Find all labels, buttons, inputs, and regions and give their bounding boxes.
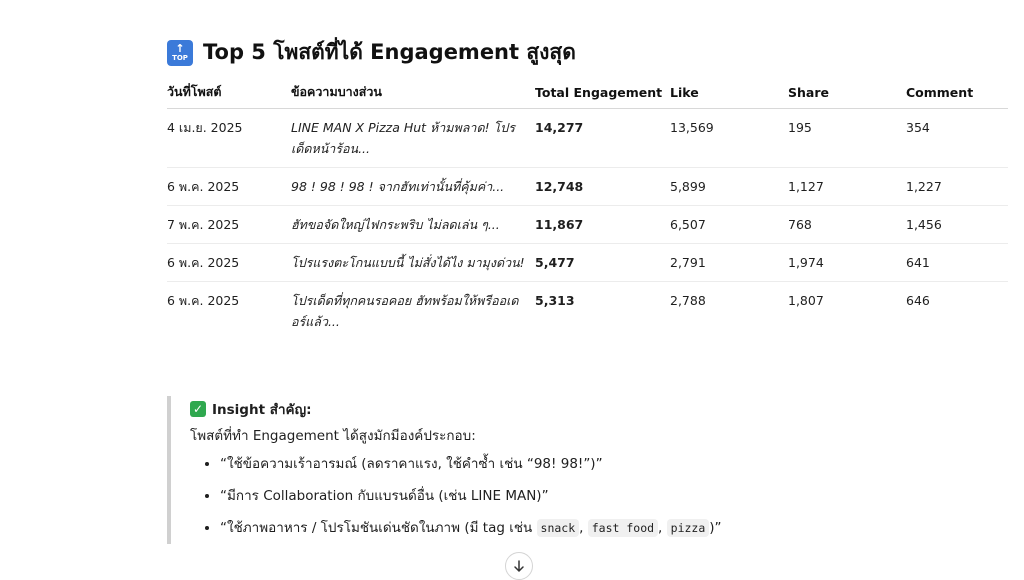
cell-comment: 1,227 [906,168,1008,206]
insight-title [190,398,767,420]
cell-date: 7 พ.ค. 2025 [167,206,291,244]
insight-blockquote [167,396,767,544]
cell-share: 1,807 [788,293,824,308]
cell-like: 2,788 [670,293,706,308]
cell-comment: 1,456 [906,206,1008,244]
cell-like: 6,507 [670,206,788,244]
section-heading [167,36,576,69]
cell-like: 5,899 [670,168,788,206]
cell-total: 12,748 [535,168,670,206]
cell-snippet: ฮัทขอจัดใหญ่ไฟกระพริบ ไม่ลดเล่น ๆ... [291,206,535,244]
table-row [167,109,1008,168]
top-posts-table [167,78,1008,340]
cell-date: 6 พ.ค. 2025 [167,168,291,206]
cell-share: 1,127 [788,168,906,206]
cell-total: 11,867 [535,206,670,244]
tag-fast-food: fast food [588,519,658,537]
insight-lead: โพสต์ที่ทำ Engagement ได้สูงมักมีองค์ประกอบ: [190,428,476,444]
column-header-total: Total Engagement [535,78,670,109]
table-row [167,244,1008,282]
cell-snippet: 98 ! 98 ! 98 ! จากฮัทเท่านั้นที่คุ้มค่า... [291,168,535,206]
cell-share: 1,974 [788,244,906,282]
cell-total: 5,313 [535,293,575,308]
list-item-text: “ใช้ภาพอาหาร / โปรโมชันเด่นชัดในภาพ (มี tag เช่น [220,520,533,536]
table-row [167,282,1008,341]
list-item: • “ใช้ภาพอาหาร / โปรโมชันเด่นชัดในภาพ (มี tag เช่น snack , fast food , pizza )” [220,516,767,538]
tag-snack: snack [537,519,580,537]
column-header-snippet: ข้อความบางส่วน [291,78,535,109]
cell-share: 195 [788,109,906,168]
column-header-comment: Comment [906,78,1008,109]
insight-title-text: Insight สำคัญ: [212,402,312,418]
table-row [167,168,1008,206]
list-item: • “ใช้ข้อความเร้าอารมณ์ (ลดราคาแรง, ใช้คำซ้ำ เช่น “98! 98!”)” [220,452,767,474]
cell-date: 4 เม.ย. 2025 [167,109,291,168]
column-header-date: วันที่โพสต์ [167,78,291,109]
column-header-like: Like [670,78,788,109]
check-mark-icon: ✓ [190,401,206,417]
cell-date: 6 พ.ค. 2025 [167,244,291,282]
cell-share: 768 [788,206,906,244]
cell-date: 6 พ.ค. 2025 [167,293,240,308]
cell-snippet: โปรแรงตะโกนแบบนี้ ไม่สั่งได้ไง มามุงด่วน! [291,244,535,282]
cell-total: 5,477 [535,244,670,282]
table-header-row [167,78,1008,109]
column-header-share: Share [788,78,906,109]
table-row [167,206,1008,244]
scroll-to-bottom-button[interactable] [505,552,533,580]
cell-like: 13,569 [670,109,788,168]
insight-list [190,452,767,538]
cell-comment: 354 [906,109,1008,168]
cell-snippet: LINE MAN X Pizza Hut ห้ามพลาด! โปรเด็ดหน้าร้อน... [291,109,535,168]
list-item-suffix: )” [709,520,722,536]
tag-pizza: pizza [667,519,710,537]
cell-comment: 646 [906,293,930,308]
top-arrow-icon: ↑ TOP [167,40,193,66]
page-title: Top 5 โพสต์ที่ได้ Engagement สูงสุด [203,40,576,64]
list-item: • “มีการ Collaboration กับแบรนด์อื่น (เช่น LINE MAN)” [220,484,767,506]
arrow-down-icon [512,559,526,573]
cell-total: 14,277 [535,109,670,168]
cell-comment: 641 [906,244,1008,282]
cell-like: 2,791 [670,244,788,282]
cell-snippet: โปรเด็ดที่ทุกคนรอคอย ฮัทพร้อมให้พรีออเดอร์แล้ว... [291,293,519,329]
